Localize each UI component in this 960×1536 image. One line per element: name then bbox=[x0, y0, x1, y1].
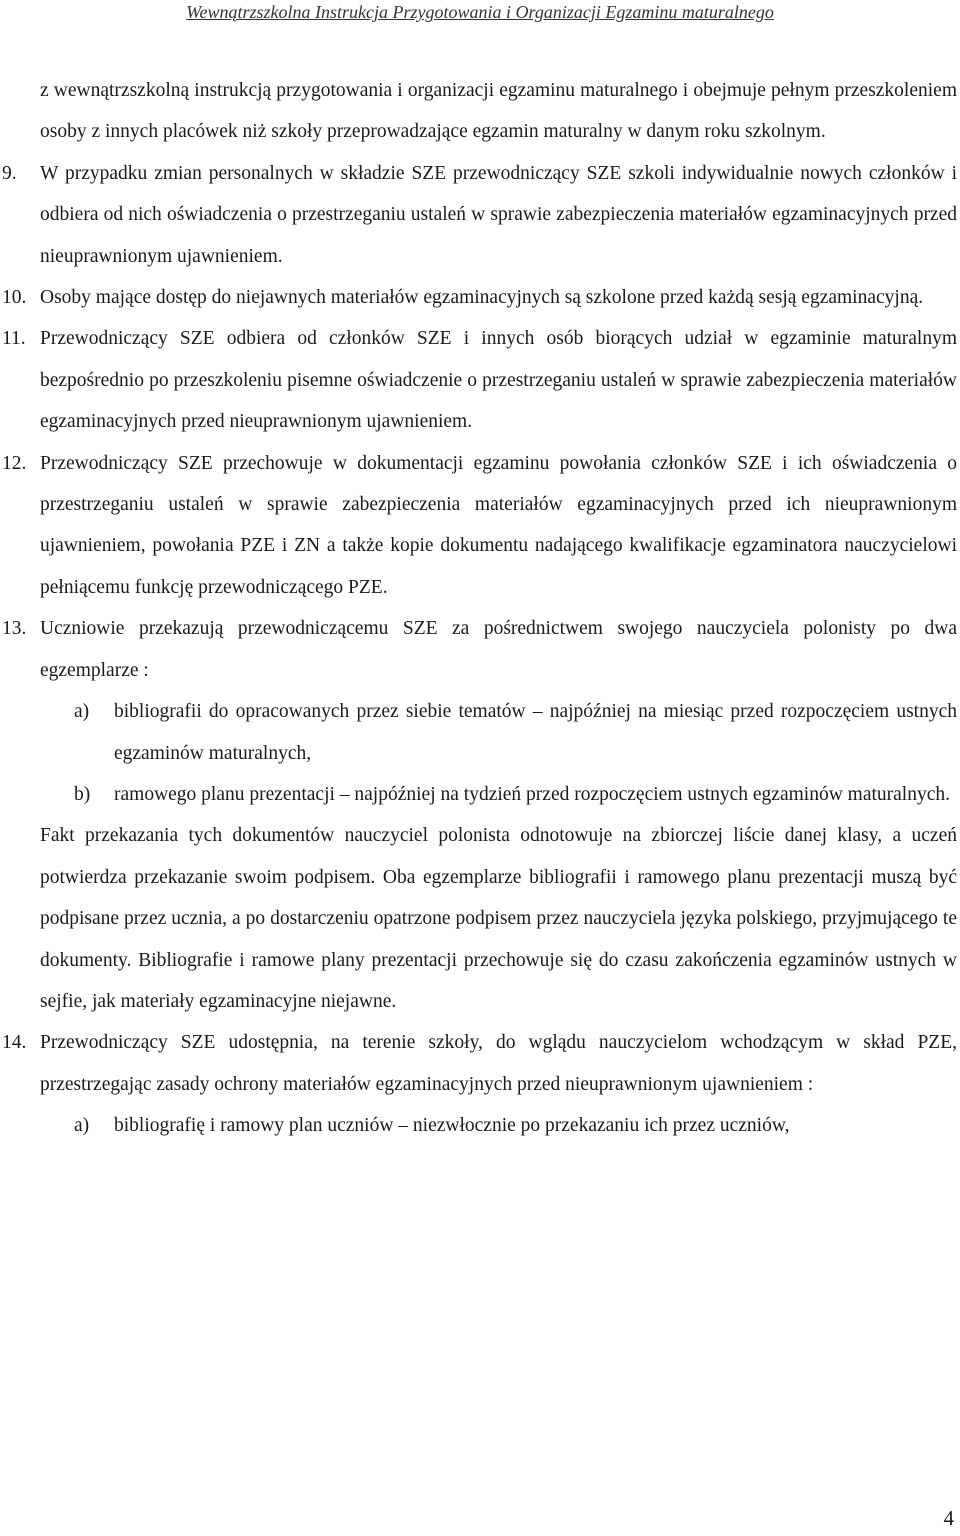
item-number: 9. bbox=[2, 162, 17, 184]
sub-item-text: bibliografię i ramowy plan uczniów – niezwłocznie po przekazaniu ich przez uczniów, bbox=[114, 1115, 790, 1137]
list-item-9 bbox=[2, 153, 957, 277]
list-item-11 bbox=[2, 318, 957, 442]
page-header: Wewnątrzszkolna Instrukcja Przygotowania i Organizacji Egzaminu maturalnego bbox=[186, 2, 774, 22]
item-number: 12. bbox=[2, 452, 27, 474]
sub-item-13b bbox=[74, 774, 957, 815]
page-number: 4 bbox=[943, 1506, 954, 1530]
item-text: Przewodniczący SZE odbiera od członków SZE i innych osób biorących udział w egzaminie maturalnym bezpośrednio po przeszkoleniu pisemne oświadczenie o przestrzeganiu ustaleń w sprawie zabezpieczenia materiałów egzaminacyjnych przed nieuprawnionym ujawnieniem. bbox=[40, 328, 957, 433]
list-item-14 bbox=[2, 1022, 957, 1105]
item-text: Przewodniczący SZE przechowuje w dokumentacji egzaminu powołania członków SZE i ich oświadczenia o przestrzeganiu ustaleń w sprawie zabezpieczenia materiałów egzaminacyjnych przed ich nieuprawnionym ujawnieniem, powołania PZE i ZN a także kopie dokumentu nadającego kwalifikacje egzaminatora nauczycielowi pełniącemu funkcję przewodniczącego PZE. bbox=[40, 452, 957, 598]
sub-item-text: bibliografii do opracowanych przez siebie tematów – najpóźniej na miesiąc przed rozpoczęciem ustnych egzaminów maturalnych, bbox=[114, 701, 957, 764]
sub-item-13a bbox=[74, 691, 957, 774]
item-number: 14. bbox=[2, 1032, 27, 1054]
list-item-13 bbox=[2, 608, 957, 691]
sub-item-label: b) bbox=[74, 783, 91, 805]
item-number: 11. bbox=[2, 328, 26, 350]
sub-item-text: ramowego planu prezentacji – najpóźniej na tydzień przed rozpoczęciem ustnych egzaminów maturalnych. bbox=[114, 783, 950, 805]
item-text: W przypadku zmian personalnych w składzie SZE przewodniczący SZE szkoli indywidualnie nowych członków i odbiera od nich oświadczenia o przestrzeganiu ustaleń w sprawie zabezpieczenia materiałów egzaminacyjnych przed nieuprawnionym ujawnieniem. bbox=[40, 162, 957, 267]
item-text: Osoby mające dostęp do niejawnych materiałów egzaminacyjnych są szkolone przed każdą sesją egzaminacyjną. bbox=[40, 287, 924, 309]
list-item-12 bbox=[2, 443, 957, 609]
item-text: Przewodniczący SZE udostępnia, na terenie szkoły, do wglądu nauczycielom wchodzącym w skład PZE, przestrzegając zasady ochrony materiałów egzaminacyjnych przed nieuprawnionym ujawnieniem : bbox=[40, 1032, 957, 1095]
document-body bbox=[2, 70, 957, 1147]
item-text: Uczniowie przekazują przewodniczącemu SZE za pośrednictwem swojego nauczyciela polonisty po dwa egzemplarze : bbox=[40, 618, 957, 681]
sub-item-label: a) bbox=[74, 1115, 90, 1137]
item-13-note: Fakt przekazania tych dokumentów nauczyciel polonista odnotowuje na zbiorczej liście danej klasy, a uczeń potwierdza przekazanie swoim podpisem. Oba egzemplarze bibliografii i ramowego planu prezentacji muszą być podpisane przez ucznia, a po dostarczeniu opatrzone podpisem przez nauczyciela języka polskiego, przyjmującego te dokumenty. Bibliografie i ramowe plany prezentacji przechowuje się do czasu zakończenia egzaminów ustnych w sejfie, jak materiały egzaminacyjne niejawne. bbox=[40, 825, 957, 1012]
sub-item-label: a) bbox=[74, 701, 90, 723]
sub-item-14a bbox=[74, 1105, 957, 1146]
item-number: 13. bbox=[2, 618, 27, 640]
list-item-10 bbox=[2, 277, 957, 318]
item-number: 10. bbox=[2, 287, 27, 309]
continuation-paragraph: z wewnątrzszkolną instrukcją przygotowania i organizacji egzaminu maturalnego i obejmuje pełnym przeszkoleniem osoby z innych placówek niż szkoły przeprowadzające egzamin maturalny w danym roku szkolnym. bbox=[40, 80, 957, 143]
